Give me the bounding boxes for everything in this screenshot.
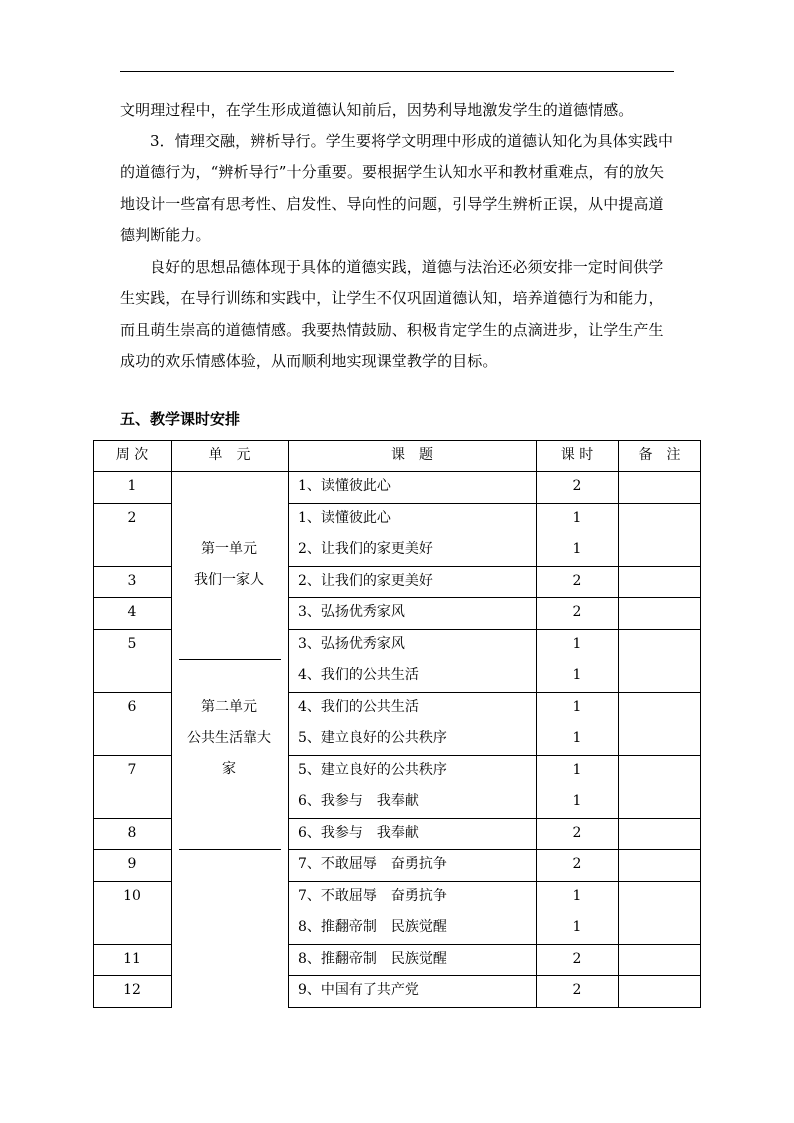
lesson-hours: 1	[572, 541, 582, 557]
lesson-hours: 1	[572, 509, 582, 526]
unit-1-label: 我们一家人	[194, 572, 264, 588]
section-title: 五、教学课时安排	[120, 410, 241, 428]
lesson-title: 4、我们的公共生活	[298, 667, 419, 683]
week-number: 6	[127, 698, 137, 715]
lesson-title: 4、我们的公共生活	[298, 698, 419, 715]
week-number: 2	[127, 509, 137, 526]
table-col-line	[618, 440, 619, 1007]
lesson-title: 3、弘扬优秀家风	[298, 604, 405, 620]
unit-separator	[179, 659, 281, 660]
week-number: 12	[123, 982, 141, 998]
table-col-line	[700, 440, 701, 1007]
week-number: 7	[127, 761, 137, 778]
week-number: 11	[123, 950, 141, 967]
table-header-cell: 周 次	[115, 447, 149, 463]
table-row-line	[288, 1007, 701, 1008]
lesson-title: 9、中国有了共产党	[298, 982, 419, 998]
table-header-cell: 单 元	[208, 447, 251, 463]
lesson-hours: 1	[572, 887, 582, 904]
lesson-hours: 2	[572, 572, 582, 589]
paragraph-2	[120, 126, 676, 251]
lesson-title: 8、推翻帝制 民族觉醒	[298, 950, 447, 967]
week-number: 9	[127, 856, 137, 872]
week-number: 8	[127, 824, 137, 841]
unit-2-label: 公共生活靠大	[187, 730, 271, 746]
lesson-title: 3、弘扬优秀家风	[298, 635, 405, 652]
table-header-cell: 备 注	[638, 447, 681, 463]
lesson-hours: 2	[572, 824, 582, 841]
header-rule	[120, 71, 674, 72]
unit-separator	[179, 849, 281, 850]
lesson-hours: 2	[572, 950, 582, 967]
week-number: 10	[123, 887, 141, 904]
lesson-title: 7、不敢屈辱 奋勇抗争	[298, 856, 447, 872]
table-header-cell: 课 题	[391, 447, 433, 463]
lesson-hours: 1	[572, 667, 582, 683]
unit-2-label: 家	[222, 761, 236, 777]
week-number: 4	[127, 604, 137, 620]
unit-2-label: 第二单元	[201, 699, 257, 715]
paragraph-3-text: 良好的思想品德体现于具体的道德实践，道德与法治还必须安排一定时间供学生实践，在导行训练和实践中，让学生不仅巩固道德认知，培养道德行为和能力，而且萌生崇高的道德情感。我要热情鼓励、积极肯定学生的点滴进步，让学生产生成功的欢乐情感体验，从而顺利地实现课堂教学的目标。	[120, 258, 664, 370]
lesson-hours: 1	[572, 698, 582, 715]
lesson-title: 2、让我们的家更美好	[298, 541, 433, 557]
lesson-hours: 1	[572, 761, 582, 778]
lesson-title: 6、我参与 我奉献	[298, 793, 419, 809]
unit-1-label: 第一单元	[201, 541, 257, 557]
paragraph-2-text: 3．情理交融，辨析导行。学生要将学文明理中形成的道德认知化为具体实践中的道德行为，“辨析导行”十分重要。要根据学生认知水平和教材重难点，有的放矢地设计一些富有思考性、启发性、导向性的问题，引导学生辨析正误，从中提高道德判断能力。	[120, 132, 674, 244]
week-number: 1	[127, 478, 137, 494]
paragraph-3	[120, 252, 676, 377]
lesson-title: 5、建立良好的公共秩序	[298, 730, 447, 746]
paragraph-1: 文明理过程中，在学生形成道德认知前后，因势利导地激发学生的道德情感。	[120, 101, 634, 119]
lesson-title: 6、我参与 我奉献	[298, 824, 419, 841]
lesson-hours: 1	[572, 919, 582, 935]
week-number: 5	[127, 635, 137, 652]
lesson-hours: 1	[572, 635, 582, 652]
week-number: 3	[127, 572, 137, 589]
lesson-hours: 2	[572, 604, 582, 620]
table-col-line	[288, 440, 289, 1007]
lesson-title: 2、让我们的家更美好	[298, 572, 433, 589]
schedule-table	[93, 440, 701, 1008]
lesson-hours: 2	[572, 982, 582, 998]
lesson-title: 1、读懂彼此心	[298, 478, 391, 494]
lesson-hours: 2	[572, 856, 582, 872]
table-header-cell: 课 时	[560, 447, 594, 463]
lesson-hours: 1	[572, 730, 582, 746]
lesson-title: 1、读懂彼此心	[298, 509, 391, 526]
lesson-hours: 2	[572, 478, 582, 494]
lesson-title: 8、推翻帝制 民族觉醒	[298, 919, 447, 935]
lesson-title: 7、不敢屈辱 奋勇抗争	[298, 887, 447, 904]
lesson-hours: 1	[572, 793, 582, 809]
lesson-title: 5、建立良好的公共秩序	[298, 761, 447, 778]
table-row-line	[93, 1007, 172, 1008]
